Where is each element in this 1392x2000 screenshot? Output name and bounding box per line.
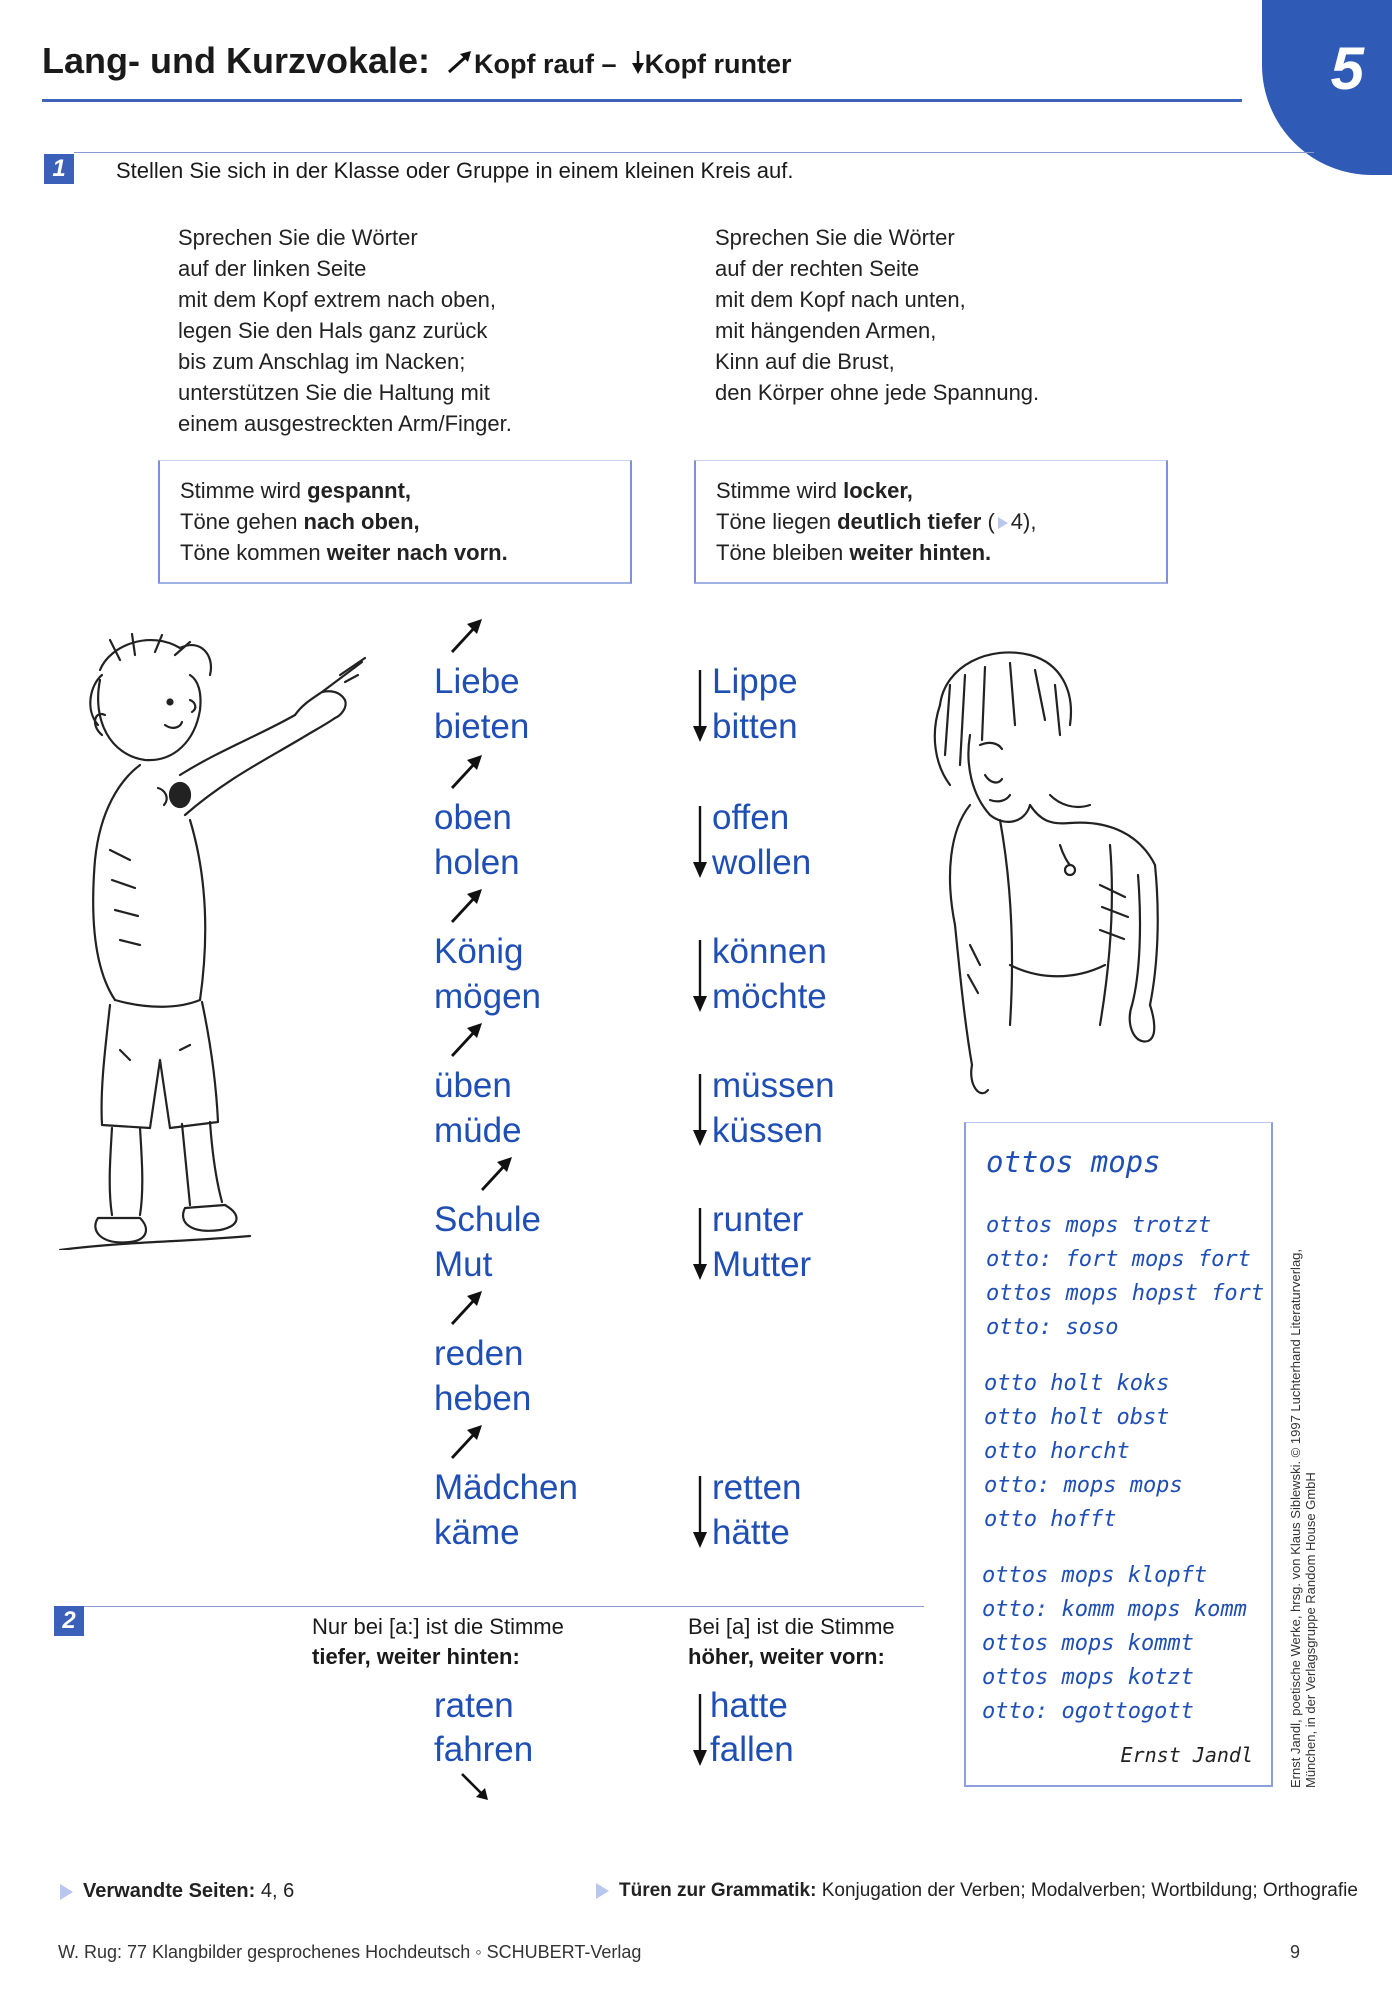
poem-line: otto: mops mops xyxy=(984,1473,1183,1498)
long-vowel-word: reden xyxy=(434,1334,524,1373)
long-vowel-word: Liebe xyxy=(434,662,520,701)
poem-line: ottos mops kommt xyxy=(982,1631,1194,1656)
short-vowel-word: offen xyxy=(712,798,790,837)
box-text: Töne gehen xyxy=(180,509,304,534)
arrow-down-icon xyxy=(690,668,710,744)
long-vowel-word: müde xyxy=(434,1111,522,1150)
section-2-left-note xyxy=(312,1612,564,1672)
poem-stanza-1 xyxy=(986,1209,1264,1345)
poem-line: otto: komm mops komm xyxy=(982,1597,1247,1622)
short-vowel-word: müssen xyxy=(712,1066,835,1105)
triangle-bullet-icon xyxy=(60,1884,73,1900)
arrow-down-icon xyxy=(690,1206,710,1282)
long-vowel-word: oben xyxy=(434,798,512,837)
short-vowel-word: Lippe xyxy=(712,662,798,701)
box-text: 4), xyxy=(1010,509,1037,534)
section-2-right-note xyxy=(688,1612,895,1672)
box-bold: weiter nach vorn. xyxy=(326,540,508,565)
poem-box xyxy=(964,1122,1273,1787)
triangle-bullet-icon xyxy=(596,1883,609,1899)
publisher-line: W. Rug: 77 Klangbilder gesprochenes Hochdeutsch ◦ SCHUBERT-Verlag xyxy=(58,1942,642,1962)
title-up: Kopf rauf – xyxy=(474,49,617,79)
arrow-up-right-icon xyxy=(446,49,474,75)
section-2-right-word-1: hatte xyxy=(710,1686,788,1725)
slumped-man-illustration xyxy=(910,645,1200,1125)
arrow-down-icon xyxy=(690,804,710,880)
long-vowel-word: König xyxy=(434,932,524,971)
triangle-reference-icon xyxy=(997,516,1009,530)
box-bold: weiter hinten. xyxy=(849,540,992,565)
short-vowel-word: küssen xyxy=(712,1111,823,1150)
related-pages xyxy=(60,1880,294,1903)
box-bold: locker, xyxy=(843,478,913,503)
title-down: Kopf runter xyxy=(644,49,792,79)
related-label: Verwandte Seiten: xyxy=(83,1880,256,1902)
arrow-down-right-icon xyxy=(458,1770,492,1804)
section-2-rule xyxy=(84,1606,924,1607)
arrow-down-icon xyxy=(690,938,710,1014)
section-1-instruction: Stellen Sie sich in der Klasse oder Gruppe in einem kleinen Kreis auf. xyxy=(116,158,794,183)
credit-line: Ernst Jandl, poetische Werke, hrsg. von Klaus Siblewski. © 1997 Luchterhand Literaturverlag, xyxy=(1288,1248,1303,1788)
long-vowel-word: Schule xyxy=(434,1200,542,1239)
arrow-up-right-icon xyxy=(446,1422,486,1462)
chapter-tab xyxy=(1262,0,1392,175)
section-2-right-word-2: fallen xyxy=(710,1730,794,1769)
page-number: 9 xyxy=(1290,1942,1301,1962)
credit-line: München, in der Verlagsgruppe Random House GmbH xyxy=(1303,1472,1318,1788)
long-vowel-word: mögen xyxy=(434,977,542,1016)
long-vowel-word: Mut xyxy=(434,1245,493,1284)
section-1-rule xyxy=(74,152,1314,153)
arrow-down-icon xyxy=(690,1692,710,1768)
box-text: Töne liegen xyxy=(716,509,838,534)
poem-line: otto horcht xyxy=(984,1439,1130,1464)
arrow-down-icon xyxy=(690,1474,710,1550)
short-vowel-word: retten xyxy=(712,1468,802,1507)
relaxed-voice-box xyxy=(694,460,1168,584)
arrow-down-icon xyxy=(631,49,645,75)
box-text: Stimme wird xyxy=(716,478,844,503)
poem-title: ottos mops xyxy=(986,1145,1161,1179)
long-vowel-word: üben xyxy=(434,1066,512,1105)
poem-author: Ernst Jandl xyxy=(1120,1743,1253,1767)
box-text: Stimme wird xyxy=(180,478,308,503)
short-vowel-word: runter xyxy=(712,1200,804,1239)
section-2-left-word-1: raten xyxy=(434,1686,514,1725)
long-vowel-word: bieten xyxy=(434,707,530,746)
poem-line: otto holt koks xyxy=(984,1371,1170,1396)
poem-line: otto: ogottogott xyxy=(982,1699,1194,1724)
short-vowel-word: möchte xyxy=(712,977,827,1016)
poem-line: ottos mops hopst fort xyxy=(986,1281,1265,1306)
poem-stanza-3 xyxy=(982,1559,1247,1729)
poem-line: ottos mops trotzt xyxy=(986,1213,1212,1238)
poem-line: ottos mops kotzt xyxy=(982,1665,1194,1690)
poem-line: ottos mops klopft xyxy=(982,1563,1208,1588)
short-vowel-word: bitten xyxy=(712,707,798,746)
arrow-up-right-icon xyxy=(476,1154,516,1194)
long-vowel-word: heben xyxy=(434,1379,532,1418)
arrow-up-right-icon xyxy=(446,1288,486,1328)
box-bold: deutlich tiefer xyxy=(837,509,982,534)
grammar-topics: Konjugation der Verben; Modalverben; Wortbildung; Orthografie xyxy=(816,1880,1358,1901)
arrow-up-right-icon xyxy=(446,886,486,926)
right-instruction-text: Sprechen Sie die Wörter auf der rechten Seite mit dem Kopf nach unten, mit hängenden Armen, Kinn auf die Brust, den Körper ohne jede Spannung. xyxy=(715,225,1040,405)
box-bold: nach oben, xyxy=(303,509,420,534)
copyright-credit xyxy=(1288,1249,1318,1788)
left-instruction-text: Sprechen Sie die Wörter auf der linken Seite mit dem Kopf extrem nach oben, legen Sie den Hals ganz zurück bis zum Anschlag im Nacken; unterstützen Sie die Haltung mit einem ausgestreckten Arm/Finger. xyxy=(178,225,512,436)
short-vowel-word: können xyxy=(712,932,827,971)
tense-voice-box xyxy=(158,460,632,584)
poem-line: otto holt obst xyxy=(984,1405,1170,1430)
note-line-bold: tiefer, weiter hinten: xyxy=(312,1644,520,1669)
poem-line: otto: fort mops fort xyxy=(986,1247,1251,1272)
related-pages-value: 4, 6 xyxy=(255,1880,295,1902)
pointing-boy-illustration xyxy=(40,630,400,1250)
arrow-up-right-icon xyxy=(446,1020,486,1060)
section-2-badge: 2 xyxy=(54,1606,84,1636)
long-vowel-word: holen xyxy=(434,843,520,882)
short-vowel-word: hätte xyxy=(712,1513,790,1552)
box-text: Töne kommen xyxy=(180,540,327,565)
note-line-bold: höher, weiter vorn: xyxy=(688,1644,885,1669)
poem-stanza-2 xyxy=(984,1367,1183,1537)
arrow-down-icon xyxy=(690,1072,710,1148)
poem-line: otto hofft xyxy=(984,1507,1117,1532)
box-bold: gespannt, xyxy=(307,478,412,503)
grammar-links xyxy=(596,1880,1358,1902)
long-vowel-word: Mädchen xyxy=(434,1468,578,1507)
short-vowel-word: Mutter xyxy=(712,1245,812,1284)
poem-line: otto: soso xyxy=(986,1315,1119,1340)
arrow-up-right-icon xyxy=(446,752,486,792)
section-2-left-word-2: fahren xyxy=(434,1730,534,1769)
note-line: Bei [a] ist die Stimme xyxy=(688,1614,895,1639)
section-1-badge: 1 xyxy=(44,154,74,184)
box-text: ( xyxy=(981,509,995,534)
title-main: Lang- und Kurzvokale: xyxy=(42,40,431,81)
page-title xyxy=(42,40,792,82)
box-text: Töne bleiben xyxy=(716,540,850,565)
title-rule xyxy=(42,99,1242,102)
arrow-up-right-icon xyxy=(446,616,486,656)
chapter-number: 5 xyxy=(1330,35,1364,102)
grammar-label: Türen zur Grammatik: xyxy=(619,1880,817,1901)
long-vowel-word: käme xyxy=(434,1513,520,1552)
note-line: Nur bei [a:] ist die Stimme xyxy=(312,1614,564,1639)
short-vowel-word: wollen xyxy=(712,843,812,882)
